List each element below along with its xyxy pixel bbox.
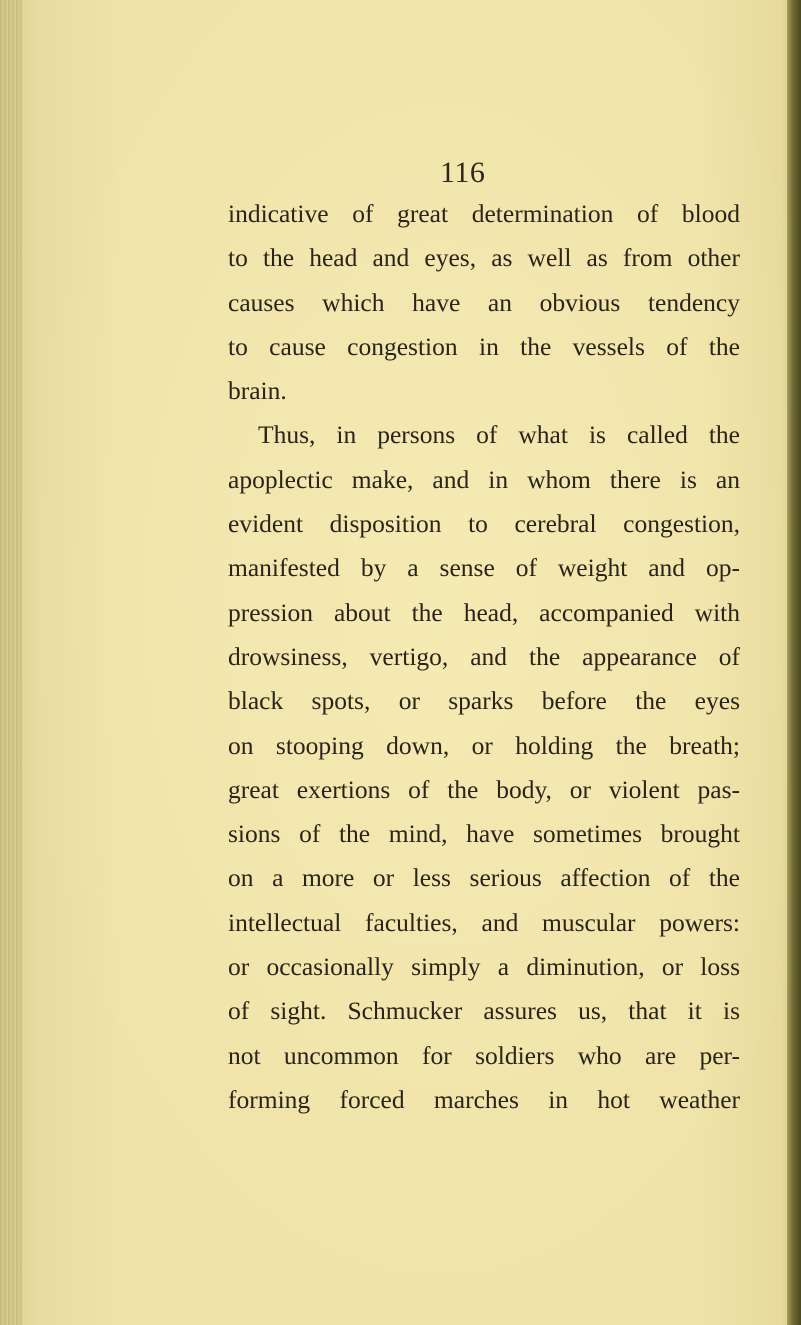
text-line: causes which have an obvious tendency	[228, 287, 740, 317]
text-line: drowsiness, vertigo, and the appearance of	[228, 641, 740, 671]
text-line: evident disposition to cerebral congestion,	[228, 509, 740, 539]
text-line: pression about the head, accompanied with	[228, 597, 740, 627]
text-line: intellectual faculties, and muscular powers:	[228, 907, 740, 937]
text-line: indicative of great determination of blood	[228, 199, 740, 228]
text-line: to the head and eyes, as well as from other	[228, 243, 740, 273]
page-edge	[787, 0, 801, 1325]
text-line: sions of the mind, have sometimes brought	[228, 819, 740, 849]
text-line: apoplectic make, and in whom there is an	[228, 464, 740, 494]
text-line: black spots, or sparks before the eyes	[228, 686, 740, 716]
text-line: brain.	[228, 376, 287, 406]
text-line: of sight. Schmucker assures us, that it is	[228, 996, 740, 1026]
text-line: or occasionally simply a diminution, or loss	[228, 952, 740, 982]
paragraph-start-line: Thus, in persons of what is called the	[258, 420, 740, 450]
text-line: not uncommon for soldiers who are per-	[228, 1040, 740, 1070]
text-line: great exertions of the body, or violent pas-	[228, 774, 740, 804]
text-line: manifested by a sense of weight and op-	[228, 553, 740, 583]
page-gutter	[0, 0, 22, 1325]
text-line: forming forced marches in hot weather	[228, 1084, 740, 1114]
body-text	[228, 192, 740, 1122]
text-line: on stooping down, or holding the breath;	[228, 730, 740, 760]
text-line: on a more or less serious affection of the	[228, 863, 740, 893]
page-number: 116	[440, 156, 486, 189]
text-line: to cause congestion in the vessels of the	[228, 331, 740, 361]
